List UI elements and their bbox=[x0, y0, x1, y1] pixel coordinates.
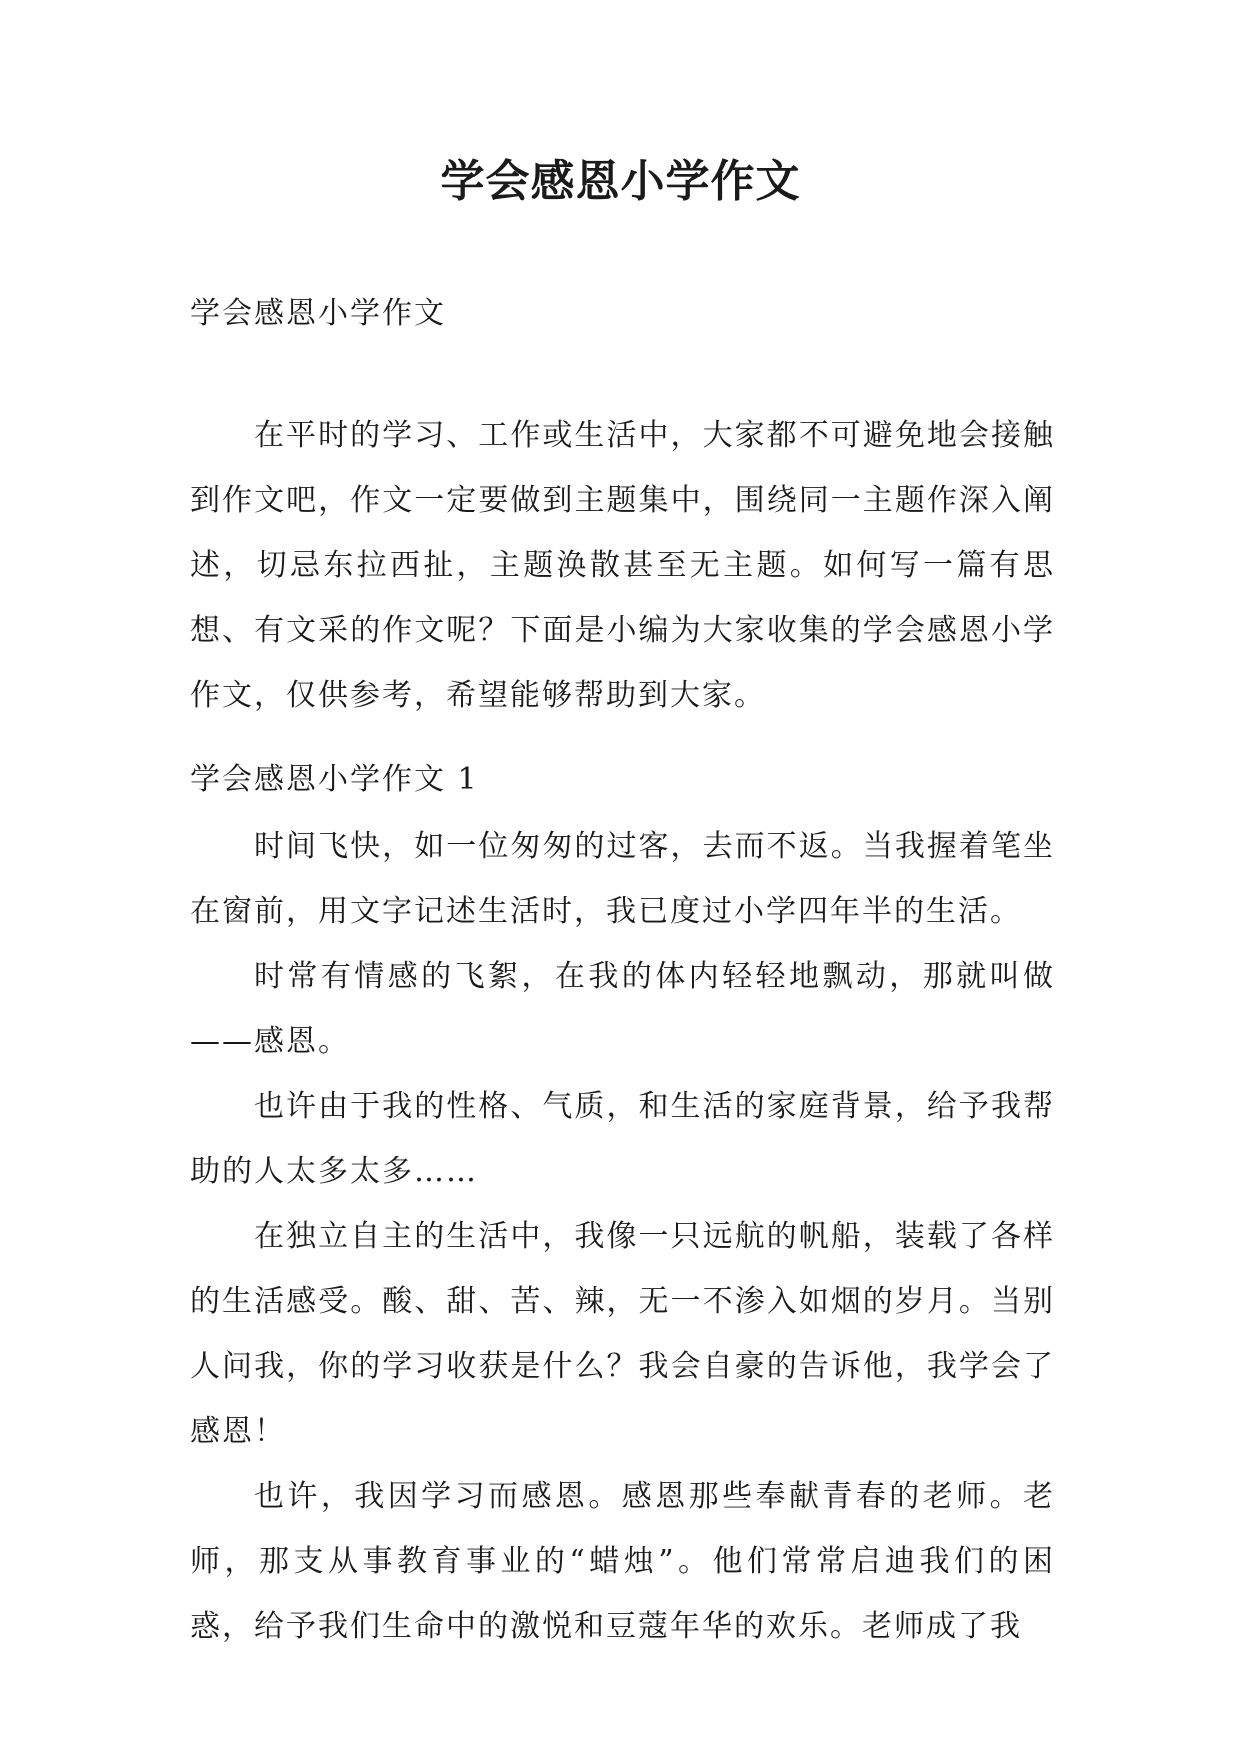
essay-paragraph-1: 时间飞快，如一位匆匆的过客，去而不返。当我握着笔坐在窗前，用文字记述生活时，我已度过小学四年半的生活。 bbox=[190, 829, 1055, 929]
section-heading: 学会感恩小学作文 1 bbox=[190, 762, 479, 797]
essay-paragraph-3: 也许由于我的性格、气质，和生活的家庭背景，给予我帮助的人太多太多…… bbox=[190, 1089, 1055, 1189]
essay-paragraph-2: 时常有情感的飞絮，在我的体内轻轻地飘动，那就叫做——感恩。 bbox=[190, 959, 1055, 1059]
document-subtitle: 学会感恩小学作文 bbox=[190, 296, 446, 331]
document-title: 学会感恩小学作文 bbox=[440, 156, 801, 207]
essay-paragraph-4: 在独立自主的生活中，我像一只远航的帆船，装载了各样的生活感受。酸、甜、苦、辣，无一不渗入如烟的岁月。当别人问我，你的学习收获是什么？我会自豪的告诉他，我学会了感恩！ bbox=[190, 1219, 1055, 1449]
intro-paragraph: 在平时的学习、工作或生活中，大家都不可避免地会接触到作文吧，作文一定要做到主题集中，围绕同一主题作深入阐述，切忌东拉西扯，主题涣散甚至无主题。如何写一篇有思想、有文采的作文呢？下面是小编为大家收集的学会感恩小学作文，仅供参考，希望能够帮助到大家。 bbox=[190, 418, 1055, 713]
intro-section bbox=[190, 403, 1055, 728]
essay-body bbox=[190, 814, 1055, 1659]
essay-paragraph-5: 也许，我因学习而感恩。感恩那些奉献青春的老师。老师，那支从事教育事业的“蜡烛”。他们常常启迪我们的困惑，给予我们生命中的激悦和豆蔻年华的欢乐。老师成了我 bbox=[190, 1479, 1055, 1644]
